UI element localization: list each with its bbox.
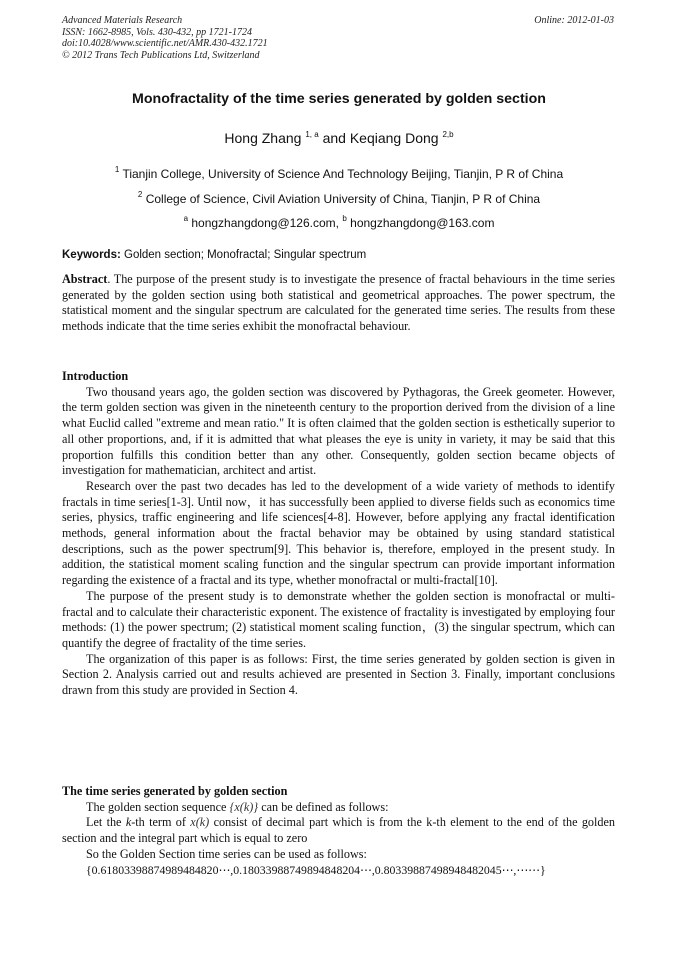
- intro-paragraph-3: The purpose of the present study is to demonstrate whether the golden section is monofractal or multi-fractal and to calculate their characteristic exponent. The existence of fractality is investigated by employing four methods: (1) the power spectrum; (2) statistical moment scaling function，(3) the singular spectrum, which can quantify the degree of fractality of the time series.: [62, 588, 615, 650]
- email-line: [0, 216, 678, 230]
- aff-1-text: Tianjin College, University of Science And Technology Beijing, Tianjin, P R of China: [122, 167, 564, 181]
- term-symbol: x(k): [190, 815, 210, 830]
- intro-paragraph-1: Two thousand years ago, the golden section was discovered by Pythagoras, the Greek geometer. However, the term golden section was given in the nineteenth century to the proportion derived from the division of a line what Euclid called "extreme and mean ratio." It is often claimed that the golden section is esthetically superior to all other proportions, and, if it is admitted that what pleases the eye is unity in variety, it may be said that this proportion fulfills this condition better than any other. Consequently, golden section became objects of investigation for mathematician, architect and artist.: [62, 384, 615, 478]
- keywords-text: Golden section; Monofractal; Singular spectrum: [124, 249, 367, 261]
- section-2-heading: The time series generated by golden section: [62, 784, 288, 798]
- online-date: Online: 2012-01-03: [534, 15, 614, 26]
- intro-paragraph-2: Research over the past two decades has led to the development of a wide variety of methods to identify fractals in time series[1-3]. Until now，it has successfully been applied to diverse fields such as economics time series, physics, traffic engineering and life sciences[4-8]. However, before applying any fractal identification methods, general information about the fractal behavior may be obtained by using standard statistical descriptions, such as the power spectrum[9]. This behavior is, therefore, employed in the present study. In addition, the statistical moment scaling function and the singular spectrum can provide important information regarding the existence of a fractal and its type, whether monofractal or multi-fractal[10].: [62, 478, 615, 588]
- section-2-line-3: So the Golden Section time series can be used as follows:: [86, 846, 367, 861]
- journal-name: Advanced Materials Research: [62, 15, 183, 26]
- introduction: [62, 369, 615, 699]
- s2-line1-pre: The golden section sequence: [86, 799, 227, 814]
- section-2-line-2: [62, 815, 615, 846]
- introduction-heading: Introduction: [62, 369, 129, 383]
- aff-2-sup: 2: [137, 190, 143, 199]
- intro-paragraph-4: The organization of this paper is as follows: First, the time series generated by golden section is given in Section 2. Analysis carried out and results achieved are presented in Section 3. Finally, important conclusions drawn from this study are provided in Section 4.: [62, 651, 615, 698]
- abstract: [62, 272, 615, 335]
- affiliation-1: [0, 167, 678, 181]
- s2-line2-pre: Let the: [86, 815, 122, 830]
- author-1: Hong Zhang: [224, 130, 302, 146]
- email-b: hongzhangdong@163.com: [350, 216, 495, 230]
- section-2: [62, 784, 615, 878]
- k-variable: k: [125, 815, 132, 830]
- aff-2-text: College of Science, Civil Aviation University of China, Tianjin, P R of China: [145, 192, 541, 206]
- issn-line: ISSN: 1662-8985, Vols. 430-432, pp 1721-1724: [62, 26, 252, 38]
- s2-line1-post: can be defined as follows:: [261, 799, 389, 814]
- journal-header: [62, 15, 268, 61]
- author-1-sup: 1, a: [305, 130, 319, 139]
- paper-title: Monofractality of the time series generated by golden section: [132, 91, 546, 107]
- s2-line2-post: consist of decimal part which is from the k-th element to the end of the golden section and the integral part which is equal to zero: [62, 815, 616, 846]
- author-2: Keqiang Dong: [349, 130, 439, 146]
- keywords-label: Keywords:: [62, 249, 121, 261]
- section-2-line-1: [62, 800, 615, 816]
- golden-sequence: {0.61803398874989484820⋯,0.18033988749894848204⋯,0.80339887498948482045⋯,⋯⋯}: [86, 862, 546, 877]
- copyright-line: © 2012 Trans Tech Publications Ltd, Switzerland: [62, 49, 260, 61]
- s2-line2-mid: -th term of: [131, 815, 186, 830]
- author-2-sup: 2,b: [442, 130, 454, 139]
- email-a: hongzhangdong@126.com,: [191, 216, 339, 230]
- aff-1-sup: 1: [114, 165, 120, 174]
- author-and: and: [322, 130, 346, 146]
- abstract-text: . The purpose of the present study is to investigate the presence of fractal behaviours in the time series generated by the golden section using both statistical and geometrical approaches. The power spectrum, the statistical moment and the singular spectrum are calculated for the generated time series. The results from these methods indicate that the time series exhibit the monofractal behaviour.: [62, 272, 615, 334]
- email-b-sup: b: [342, 214, 347, 223]
- doi-line: doi:10.4028/www.scientific.net/AMR.430-432.1721: [62, 38, 268, 49]
- author-line: [0, 130, 678, 146]
- sequence-symbol: {x(k)}: [229, 799, 259, 814]
- email-a-sup: a: [183, 214, 189, 223]
- affiliation-2: [0, 192, 678, 206]
- keywords: [62, 249, 366, 261]
- abstract-label: Abstract: [62, 272, 108, 286]
